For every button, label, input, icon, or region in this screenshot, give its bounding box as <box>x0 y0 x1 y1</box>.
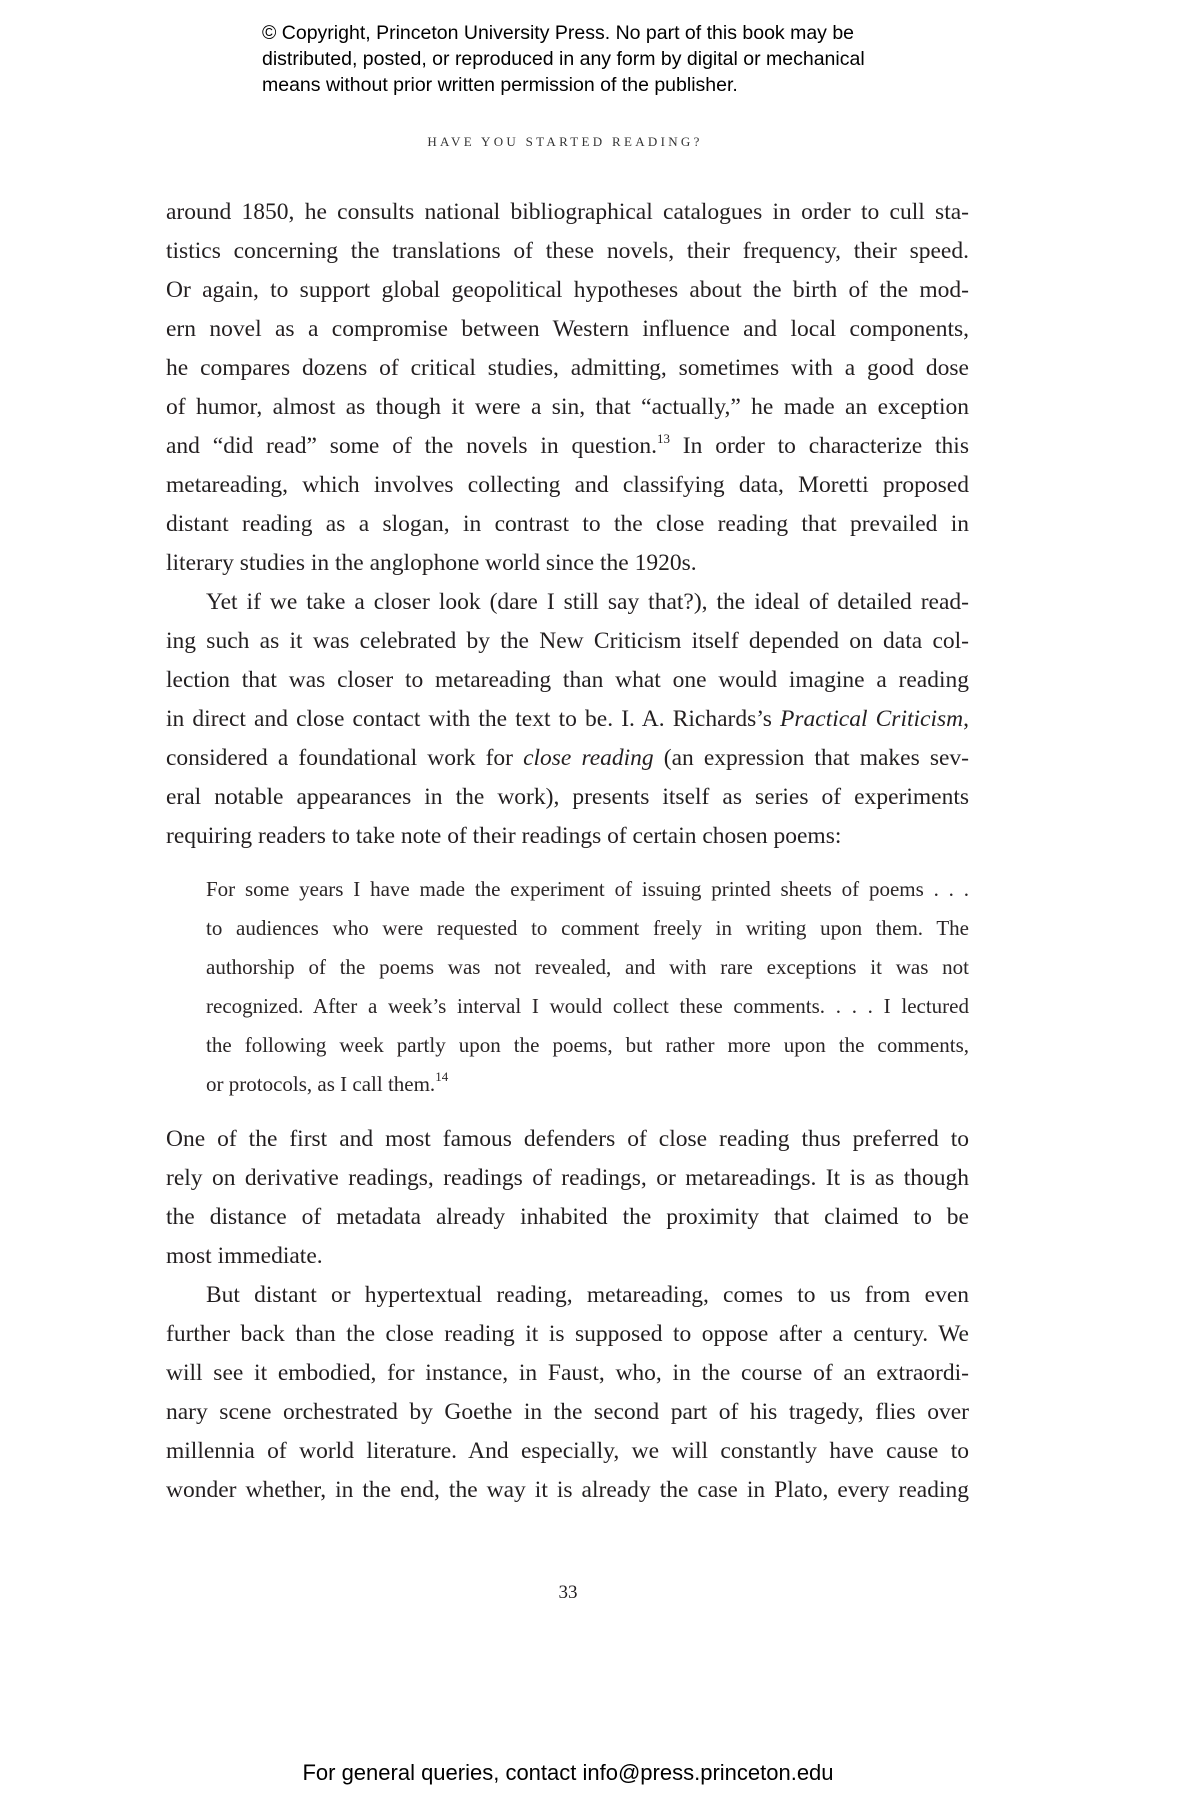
book-title-practical-criticism: Practical Criticism <box>780 706 964 732</box>
text-line: most immediate. <box>166 1243 323 1269</box>
paragraph-4 <box>166 1276 969 1510</box>
text-line: wonder whether, in the end, the way it is already the case in Plato, every reading <box>166 1477 969 1503</box>
text-line: of humor, almost as though it were a sin, that “actually,” he made an exception <box>166 394 969 420</box>
quote-line <box>206 1065 969 1104</box>
text-line: around 1850, he consults national bibliographical catalogues in order to cull sta- <box>166 199 969 225</box>
body-text <box>166 193 969 1510</box>
italic-term-close-reading: close reading <box>523 745 654 771</box>
text-line: ing such as it was celebrated by the New Criticism itself depended on data col- <box>166 628 969 654</box>
text-line: But distant or hypertextual reading, metareading, comes to us from even <box>206 1282 969 1308</box>
text-run: considered a foundational work for <box>166 745 524 771</box>
text-run: in direct and close contact with the text to be. I. A. Richards’s <box>166 706 781 732</box>
paragraph-2 <box>166 583 969 856</box>
text-line: rely on derivative readings, readings of readings, or metareadings. It is as though <box>166 1165 969 1191</box>
copyright-notice <box>262 20 982 98</box>
footnote-ref-13[interactable]: 13 <box>656 431 670 446</box>
text-line <box>166 739 969 778</box>
text-run: In order to characterize this <box>669 433 969 459</box>
text-line: metareading, which involves collecting and classifying data, Moretti proposed <box>166 472 969 498</box>
text-line: ern novel as a compromise between Western influence and local components, <box>166 316 969 342</box>
text-line: he compares dozens of critical studies, admitting, sometimes with a good dose <box>166 355 969 381</box>
footnote-ref-14[interactable]: 14 <box>435 1069 449 1084</box>
text-line: millennia of world literature. And especially, we will constantly have cause to <box>166 1438 969 1464</box>
text-line: distant reading as a slogan, in contrast to the close reading that prevailed in <box>166 511 969 537</box>
text-line: literary studies in the anglophone world since the 1920s. <box>166 550 697 576</box>
paragraph-3 <box>166 1120 969 1276</box>
text-line: Yet if we take a closer look (dare I still say that?), the ideal of detailed read- <box>206 589 969 615</box>
text-line: Or again, to support global geopolitical hypotheses about the birth of the mod- <box>166 277 969 303</box>
text-run: , <box>963 706 969 732</box>
paragraph-1 <box>166 193 969 583</box>
text-line <box>166 700 969 739</box>
quote-line: authorship of the poems was not revealed, and with rare exceptions it was not <box>206 955 969 979</box>
page-number: 33 <box>558 1582 578 1603</box>
text-line: eral notable appearances in the work), presents itself as series of experiments <box>166 784 969 810</box>
copyright-line: means without prior written permission of the publisher. <box>262 74 738 96</box>
text-line: will see it embodied, for instance, in Faust, who, in the course of an extraordi- <box>166 1360 969 1386</box>
block-quote <box>166 870 969 1104</box>
text-line: nary scene orchestrated by Goethe in the second part of his tragedy, flies over <box>166 1399 969 1425</box>
footer-contact: For general queries, contact info@press.princeton.edu <box>302 1760 834 1785</box>
text-run: (an expression that makes sev- <box>653 745 969 771</box>
quote-line: For some years I have made the experiment of issuing printed sheets of poems . . . <box>206 877 969 901</box>
text-line: lection that was closer to metareading than what one would imagine a reading <box>166 667 969 693</box>
text-line: One of the first and most famous defenders of close reading thus preferred to <box>166 1126 969 1152</box>
quote-line: the following week partly upon the poems, but rather more upon the comments, <box>206 1033 969 1057</box>
running-head: HAVE YOU STARTED READING? <box>427 134 703 149</box>
text-run: and “did read” some of the novels in question. <box>166 433 657 459</box>
text-line: requiring readers to take note of their readings of certain chosen poems: <box>166 823 842 849</box>
quote-line: recognized. After a week’s interval I would collect these comments. . . . I lectured <box>206 994 969 1018</box>
text-line: tistics concerning the translations of these novels, their frequency, their speed. <box>166 238 969 264</box>
text-run: or protocols, as I call them. <box>206 1072 436 1096</box>
copyright-line: © Copyright, Princeton University Press. No part of this book may be <box>262 22 855 44</box>
text-line: the distance of metadata already inhabited the proximity that claimed to be <box>166 1204 969 1230</box>
copyright-line: distributed, posted, or reproduced in any form by digital or mechanical <box>262 48 865 70</box>
quote-line: to audiences who were requested to comment freely in writing upon them. The <box>206 916 969 940</box>
text-line: further back than the close reading it is supposed to oppose after a century. We <box>166 1321 969 1347</box>
text-line <box>166 427 969 466</box>
